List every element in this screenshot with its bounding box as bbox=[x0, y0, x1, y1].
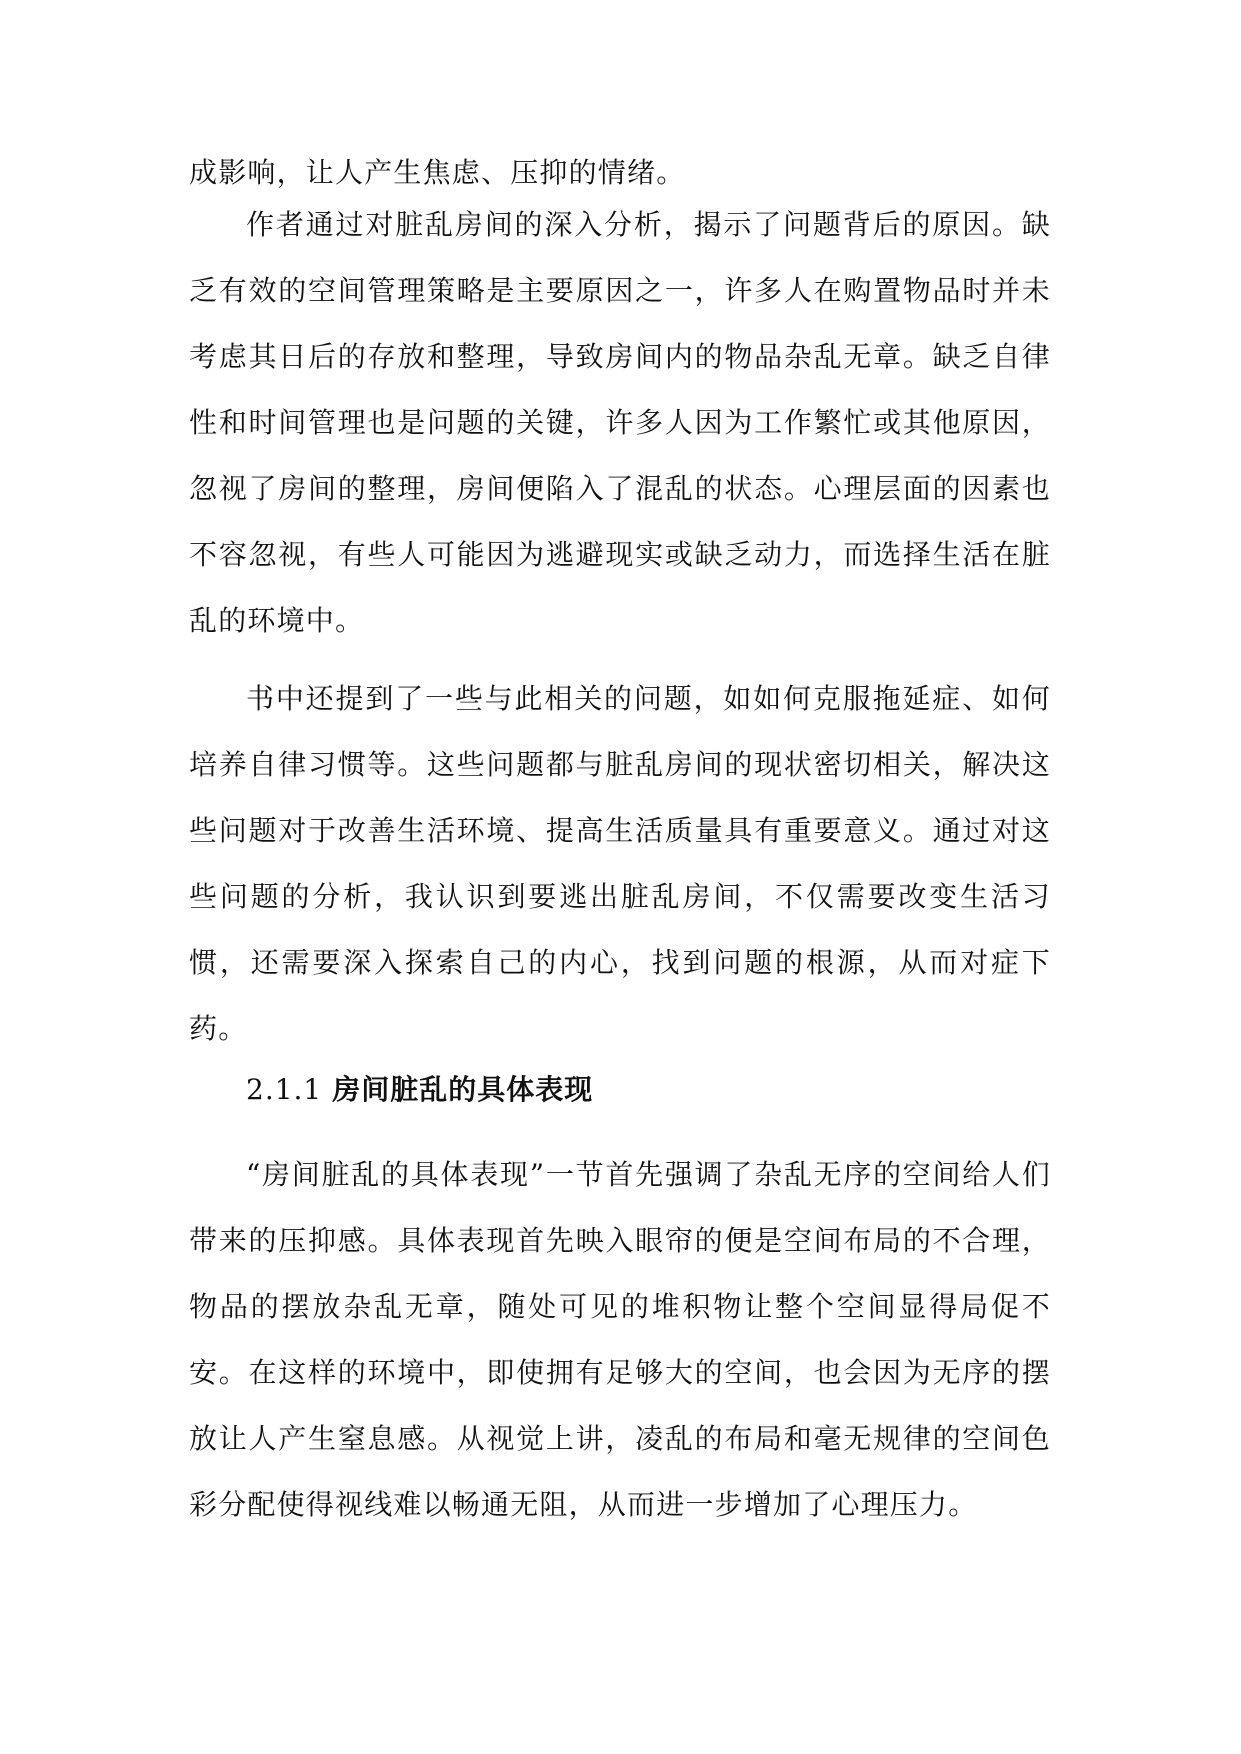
paragraph-section-body: “房间脏乱的具体表现”一节首先强调了杂乱无序的空间给人们带来的压抑感。具体表现首先映入眼帘的便是空间布局的不合理，物品的摆放杂乱无章，随处可见的堆积物让整个空间显得局促不安。在这样的环境中，即使拥有足够大的空间，也会因为无序的摆放让人产生窒息感。从视觉上讲，凌乱的布局和毫无规律的空间色彩分配使得视线难以畅通无阻，从而进一步增加了心理压力。 bbox=[189, 1158, 1051, 1521]
paragraph-continuation: 成影响，让人产生焦虑、压抑的情绪。 bbox=[189, 156, 686, 189]
paragraph-related-issues: 书中还提到了一些与此相关的问题，如如何克服拖延症、如何培养自律习惯等。这些问题都与脏乱房间的现状密切相关，解决这些问题对于改善生活环境、提高生活质量具有重要意义。通过对这些问题的分析，我认识到要逃出脏乱房间，不仅需要改变生活习惯，还需要深入探索自己的内心，找到问题的根源，从而对症下药。 bbox=[189, 682, 1051, 1045]
section-title: 房间脏乱的具体表现 bbox=[332, 1073, 594, 1106]
section-heading bbox=[246, 1070, 593, 1110]
section-number: 2.1.1 bbox=[246, 1073, 323, 1106]
paragraph-causes: 作者通过对脏乱房间的深入分析，揭示了问题背后的原因。缺乏有效的空间管理策略是主要原因之一，许多人在购置物品时并未考虑其日后的存放和整理，导致房间内的物品杂乱无章。缺乏自律性和时间管理也是问题的关键，许多人因为工作繁忙或其他原因，忽视了房间的整理，房间便陷入了混乱的状态。心理层面的因素也不容忽视，有些人可能因为逃避现实或缺乏动力，而选择生活在脏乱的环境中。 bbox=[189, 208, 1051, 637]
